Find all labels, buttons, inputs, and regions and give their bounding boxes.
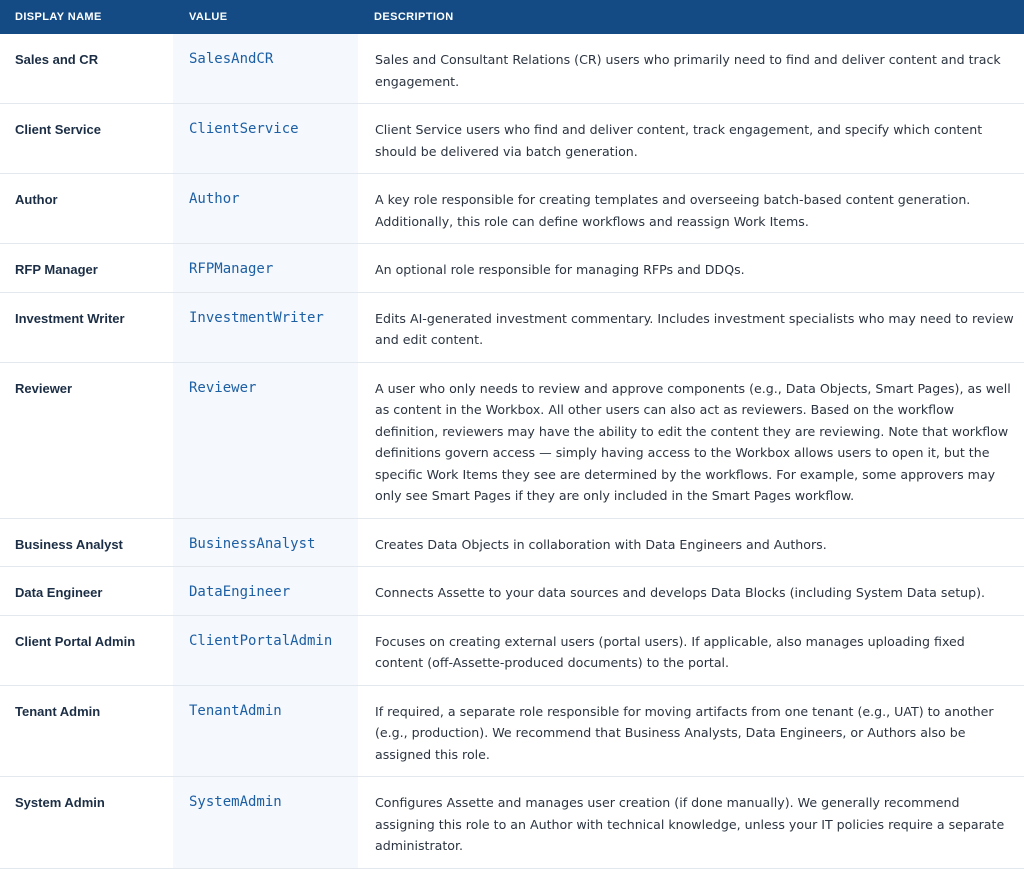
header-display-name: DISPLAY NAME	[15, 11, 102, 23]
role-value: BusinessAnalyst	[173, 518, 358, 567]
table-row	[0, 362, 1024, 518]
table-row	[0, 518, 1024, 567]
role-description: A key role responsible for creating templates and overseeing batch-based content generation. Additionally, this role can define workflows and reassign Work Items.	[375, 192, 971, 229]
role-description: Focuses on creating external users (portal users). If applicable, also manages uploading fixed content (off-Assette-produced documents) to the portal.	[375, 633, 965, 670]
role-display-name: Author	[15, 192, 58, 207]
role-value: ClientService	[173, 104, 358, 174]
table-row	[0, 777, 1024, 869]
role-display-name: Client Service	[15, 122, 101, 137]
table-row	[0, 104, 1024, 174]
role-description: Connects Assette to your data sources and develops Data Blocks (including System Data setup).	[375, 585, 986, 600]
role-description: Configures Assette and manages user creation (if done manually). We generally recommend assigning this role to an Author with technical knowledge, unless your IT policies require a separate administrator.	[375, 795, 1005, 853]
header-row	[0, 0, 1024, 34]
role-description: A user who only needs to review and approve components (e.g., Data Objects, Smart Pages), as well as content in the Workbox. All other users can also act as reviewers. Based on the workflow definition, reviewers may have the ability to edit the content they are reviewing. Note that workflow definitions govern access — simply having access to the Workbox allows users to open it, but the specific Work Items they see are determined by the workflows. For example, some approvers may only see Smart Pages if they are only included in the Smart Pages workflow.	[375, 380, 1011, 503]
role-value: SystemAdmin	[173, 777, 358, 869]
role-value: Reviewer	[173, 362, 358, 518]
role-display-name: Business Analyst	[15, 536, 123, 552]
table-header	[0, 0, 1024, 34]
table-row	[0, 567, 1024, 616]
role-display-name: Reviewer	[15, 380, 73, 396]
role-description: Sales and Consultant Relations (CR) users who primarily need to find and deliver content and track engagement.	[375, 52, 1001, 89]
role-display-name: Investment Writer	[15, 310, 125, 326]
role-display-name: Sales and CR	[15, 52, 99, 67]
role-value: RFPManager	[173, 244, 358, 293]
role-value: DataEngineer	[173, 567, 358, 616]
table-row	[0, 244, 1024, 293]
role-display-name: RFP Manager	[15, 262, 98, 277]
role-display-name: Client Portal Admin	[15, 633, 136, 649]
role-display-name: System Admin	[15, 795, 105, 810]
role-description: If required, a separate role responsible for moving artifacts from one tenant (e.g., UAT) to another (e.g., production). We recommend that Business Analysts, Data Engineers, or Authors also be assigned this role.	[375, 703, 994, 762]
role-description: Client Service users who find and deliver content, track engagement, and specify which content should be delivered via batch generation.	[375, 122, 983, 159]
table-row	[0, 292, 1024, 362]
role-description: An optional role responsible for managing RFPs and DDQs.	[375, 262, 745, 277]
table-row	[0, 685, 1024, 777]
role-value: ClientPortalAdmin	[173, 615, 358, 685]
role-display-name: Tenant Admin	[15, 703, 101, 719]
role-value: Author	[173, 174, 358, 244]
table-row	[0, 615, 1024, 685]
table-body	[0, 34, 1024, 868]
role-value: SalesAndCR	[173, 34, 358, 104]
header-value: VALUE	[189, 11, 228, 23]
role-value: TenantAdmin	[173, 685, 358, 777]
role-value: InvestmentWriter	[173, 292, 358, 362]
role-description: Creates Data Objects in collaboration with Data Engineers and Authors.	[375, 536, 827, 552]
table-row	[0, 34, 1024, 104]
table-row	[0, 174, 1024, 244]
role-display-name: Data Engineer	[15, 585, 103, 600]
header-description: DESCRIPTION	[374, 11, 454, 23]
role-description: Edits AI-generated investment commentary. Includes investment specialists who may need to review and edit content.	[375, 310, 1014, 347]
